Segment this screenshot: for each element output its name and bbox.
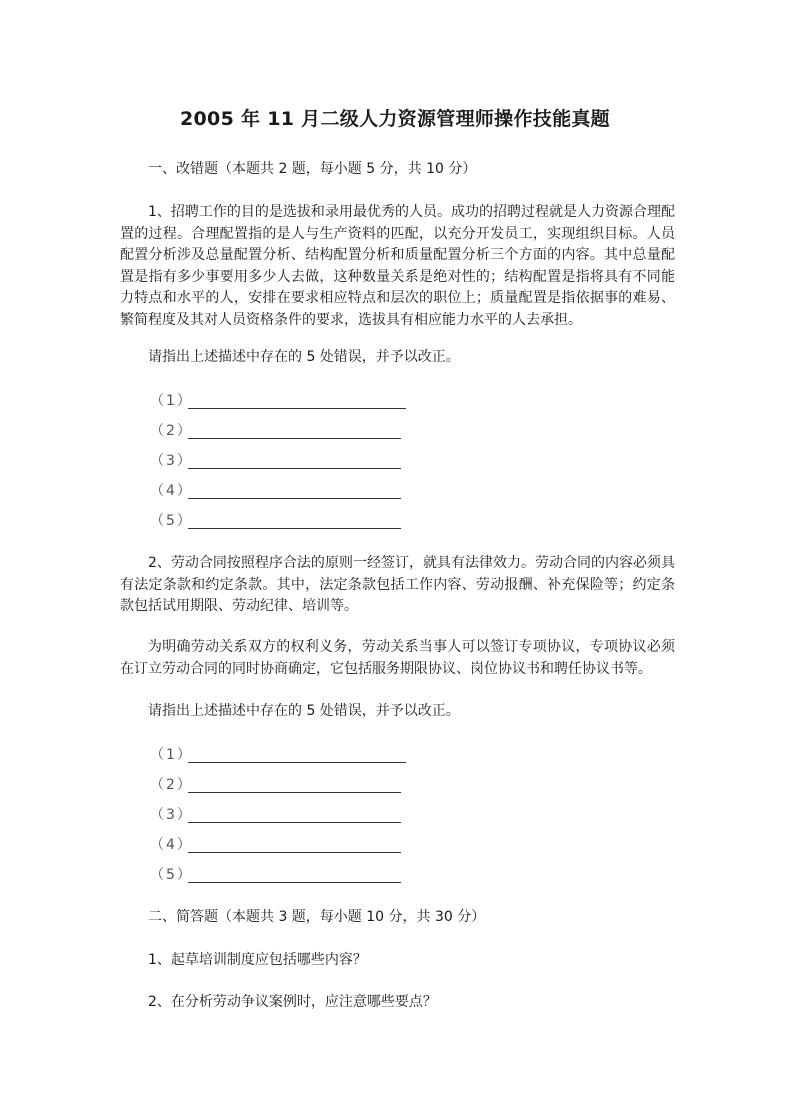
section1-heading: 一、改错题（本题共 2 题，每小题 5 分，共 10 分）	[148, 161, 477, 177]
answer-blank-1[interactable]	[150, 389, 406, 413]
blank-label: （4）	[150, 483, 193, 499]
blank-line	[188, 408, 406, 409]
blank-line	[188, 762, 406, 763]
answer-blank-1[interactable]	[150, 743, 406, 767]
blank-label: （5）	[150, 513, 193, 529]
answer-blank-2[interactable]	[150, 773, 401, 797]
blank-label: （3）	[150, 453, 193, 469]
blank-label: （1）	[150, 747, 193, 763]
blank-line	[188, 468, 401, 469]
blank-line	[188, 498, 401, 499]
answer-blank-2[interactable]	[150, 419, 401, 443]
section2-heading: 二、简答题（本题共 3 题，每小题 10 分，共 30 分）	[148, 909, 486, 925]
blank-label: （5）	[150, 867, 193, 883]
blank-line	[188, 822, 401, 823]
section1-q1-text: 1、招聘工作的目的是选拔和录用最优秀的人员。成功的招聘过程就是人力资源合理配置的过程。合理配置指的是人与生产资料的匹配，以充分开发员工，实现组织目标。人员配置分析涉及总量配置分析、结构配置分析和质量配置分析三个方面的内容。其中总量配置是指有多少事要用多少人去做，这种数量关系是绝对性的；结构配置是指将具有不同能力特点和水平的人，安排在要求相应特点和层次的职位上；质量配置是指依据事的难易、繁简程度及其对人员资格条件的要求，选拔具有相应能力水平的人去承担。	[120, 204, 675, 328]
blank-line	[188, 792, 401, 793]
blank-label: （1）	[150, 393, 193, 409]
blank-label: （3）	[150, 807, 193, 823]
answer-blank-5[interactable]	[150, 863, 401, 887]
section2-q2: 2、在分析劳动争议案例时，应注意哪些要点？	[148, 994, 437, 1010]
blank-label: （2）	[150, 423, 193, 439]
section1-q1-instruction: 请指出上述描述中存在的 5 处错误，并予以改正。	[148, 349, 460, 365]
answer-blank-4[interactable]	[150, 833, 401, 857]
blank-line	[188, 438, 401, 439]
answer-blank-4[interactable]	[150, 479, 401, 503]
answer-blank-3[interactable]	[150, 803, 401, 827]
answer-blank-5[interactable]	[150, 509, 401, 533]
blank-line	[188, 852, 401, 853]
answer-blank-3[interactable]	[150, 449, 401, 473]
section1-q2-instruction: 请指出上述描述中存在的 5 处错误，并予以改正。	[148, 703, 460, 719]
blank-label: （4）	[150, 837, 193, 853]
document-title: 2005 年 11 月二级人力资源管理师操作技能真题	[180, 108, 610, 130]
blank-label: （2）	[150, 777, 193, 793]
blank-line	[188, 528, 401, 529]
section1-q2-text: 2、劳动合同按照程序合法的原则一经签订，就具有法律效力。劳动合同的内容必须具有法定条款和约定条款。其中，法定条款包括工作内容、劳动报酬、补充保险等；约定条款包括试用期限、劳动纪律、培训等。	[120, 555, 675, 615]
section1-q2-text-continued: 为明确劳动关系双方的权利义务，劳动关系当事人可以签订专项协议，专项协议必须在订立劳动合同的同时协商确定，它包括服务期限协议、岗位协议书和聘任协议书等。	[120, 639, 675, 677]
blank-line	[188, 882, 401, 883]
section2-q1: 1、起草培训制度应包括哪些内容？	[148, 952, 367, 968]
